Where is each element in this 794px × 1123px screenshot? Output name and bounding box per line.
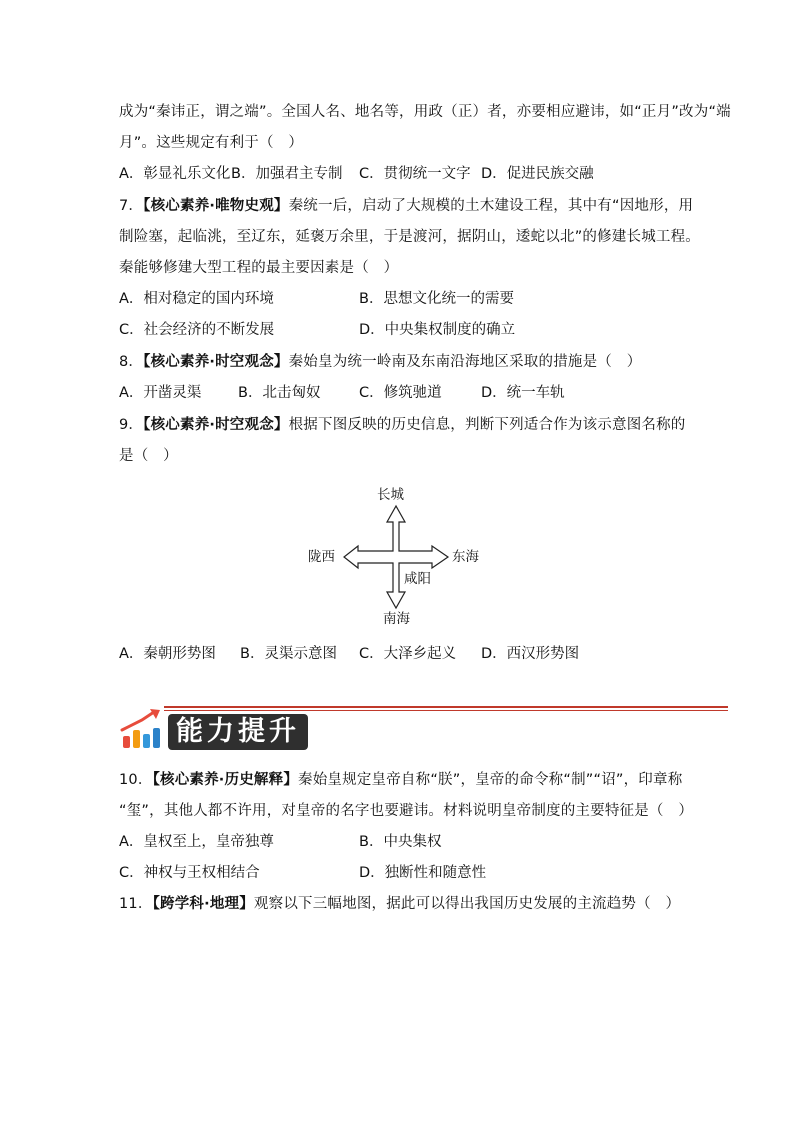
- q10-option-b[interactable]: B．中央集权: [359, 834, 442, 850]
- q6-option-d[interactable]: D．促进民族交融: [481, 166, 594, 182]
- diagram-label-west: 陇西: [308, 549, 335, 565]
- q11-number: 11．: [119, 896, 153, 912]
- q7-option-c[interactable]: C．社会经济的不断发展: [119, 322, 275, 338]
- q10-option-a[interactable]: A．皇权至上，皇帝独尊: [119, 834, 274, 850]
- q10-tag: 【核心素养·历史解释】: [152, 772, 299, 788]
- growth-chart-icon: [120, 708, 164, 752]
- section-rule-top: [164, 706, 728, 708]
- q7-stem-line-3: 秦能够修建大型工程的最主要因素是（ ）: [119, 260, 399, 276]
- q9-option-d[interactable]: D．西汉形势图: [481, 646, 580, 662]
- q7-option-a[interactable]: A．相对稳定的国内环境: [119, 291, 274, 307]
- q7-text: 秦统一后，启动了大规模的土木建设工程，其中有“因地形，用: [288, 198, 694, 214]
- diagram-label-north: 长城: [377, 487, 404, 503]
- q6-stem-line-1: 成为“秦讳正，谓之端”。全国人名、地名等，用政（正）者，亦要相应避讳，如“正月”改为“端: [119, 104, 731, 120]
- q7-tag: 【核心素养·唯物史观】: [143, 198, 289, 214]
- q9-option-a[interactable]: A．秦朝形势图: [119, 646, 216, 662]
- section-header: [120, 702, 728, 754]
- q6-stem-line-2: 月”。这些规定有利于（ ）: [119, 135, 304, 151]
- diagram-label-south: 南海: [383, 611, 410, 627]
- diagram-label-east: 东海: [452, 549, 479, 565]
- qin-territory-diagram: [300, 482, 500, 632]
- q10-number: 10．: [119, 772, 153, 788]
- q9-stem-line-1: [119, 415, 686, 435]
- q9-number: 9．: [119, 417, 144, 433]
- q8-option-a[interactable]: A．开凿灵渠: [119, 385, 202, 401]
- q8-tag: 【核心素养·时空观念】: [143, 354, 289, 370]
- q9-text: 根据下图反映的历史信息，判断下列适合作为该示意图名称的: [288, 417, 686, 433]
- q10-option-c[interactable]: C．神权与王权相结合: [119, 865, 260, 881]
- q9-option-c[interactable]: C．大泽乡起义: [359, 646, 457, 662]
- q8-stem-line-1: [119, 352, 641, 372]
- q7-stem-line-1: [119, 196, 693, 216]
- q11-stem-line-1: [119, 894, 680, 914]
- q8-option-d[interactable]: D．统一车轨: [481, 385, 565, 401]
- q11-text: 观察以下三幅地图，据此可以得出我国历史发展的主流趋势（ ）: [253, 896, 681, 912]
- q7-number: 7．: [119, 198, 144, 214]
- q7-option-b[interactable]: B．思想文化统一的需要: [359, 291, 514, 307]
- q11-tag: 【跨学科·地理】: [152, 896, 254, 912]
- q6-option-c[interactable]: C．贯彻统一文字: [359, 166, 471, 182]
- q10-text: 秦始皇规定皇帝自称“朕”，皇帝的命令称“制”“诏”，印章称: [298, 772, 683, 788]
- q7-option-d[interactable]: D．中央集权制度的确立: [359, 322, 516, 338]
- section-rule-bottom: [164, 710, 728, 711]
- q9-option-b[interactable]: B．灵渠示意图: [240, 646, 337, 662]
- q9-tag: 【核心素养·时空观念】: [143, 417, 289, 433]
- q7-stem-line-2: 制险塞，起临洮，至辽东，延褒万余里，于是渡河，据阴山，逶蛇以北”的修建长城工程。: [119, 229, 701, 245]
- q8-number: 8．: [119, 354, 144, 370]
- q8-option-c[interactable]: C．修筑驰道: [359, 385, 442, 401]
- q10-stem-line-2: “玺”，其他人都不许用，对皇帝的名字也要避讳。材料说明皇帝制度的主要特征是（ ）: [119, 803, 694, 819]
- q8-text: 秦始皇为统一岭南及东南沿海地区采取的措施是（ ）: [288, 354, 642, 370]
- diagram-label-center: 咸阳: [404, 571, 431, 587]
- section-title: 能力提升: [168, 714, 308, 750]
- q10-stem-line-1: [119, 770, 682, 790]
- q6-option-b[interactable]: B．加强君主专制: [231, 166, 343, 182]
- q6-option-a[interactable]: A．彰显礼乐文化: [119, 166, 231, 182]
- q9-stem-line-2: 是（ ）: [119, 448, 178, 464]
- q8-option-b[interactable]: B．北击匈奴: [238, 385, 321, 401]
- q10-option-d[interactable]: D．独断性和随意性: [359, 865, 487, 881]
